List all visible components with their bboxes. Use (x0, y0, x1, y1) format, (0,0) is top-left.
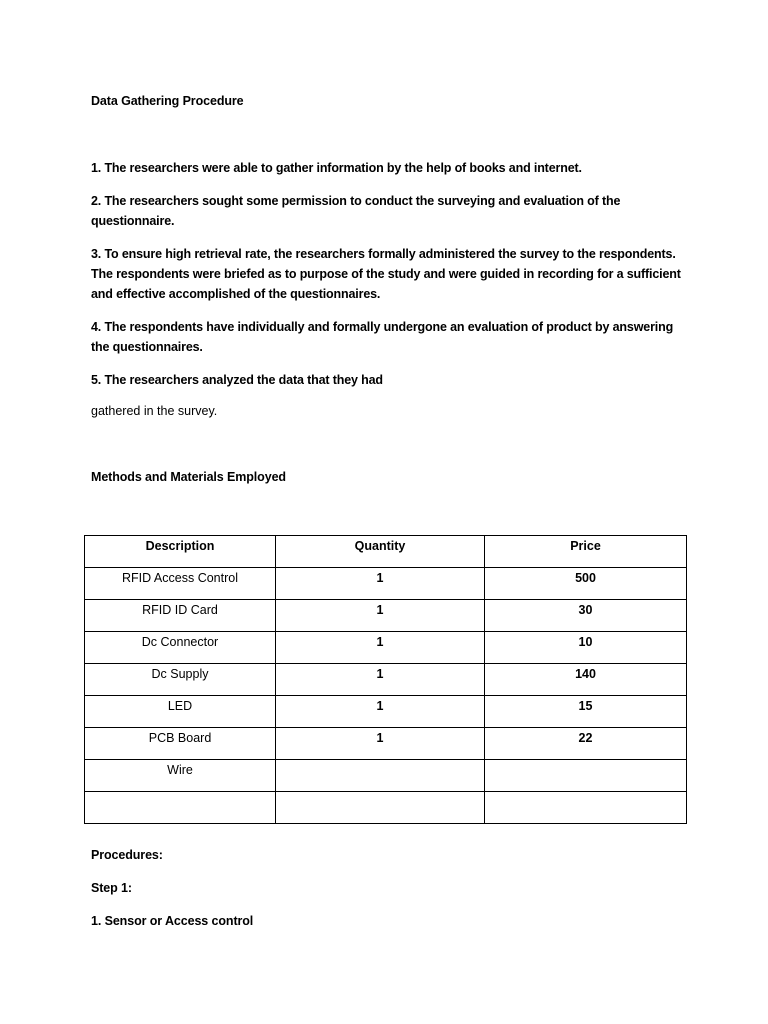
table-row (85, 760, 687, 792)
cell-description: LED (85, 696, 276, 728)
table-row (85, 728, 687, 760)
data-gathering-heading: Data Gathering Procedure (91, 94, 244, 108)
table-row (85, 632, 687, 664)
cell-description: Wire (85, 760, 276, 792)
procedure-item-5: 5. The researchers analyzed the data that they had (91, 373, 383, 387)
cell-quantity (276, 760, 485, 792)
cell-quantity: 1 (276, 696, 485, 728)
cell-quantity (276, 792, 485, 824)
cell-quantity: 1 (276, 568, 485, 600)
cell-description (85, 792, 276, 824)
procedure-item-3: 3. To ensure high retrieval rate, the researchers formally administered the survey to the respondents. The respondents were briefed as to purpose of the study and were guided in recording for a sufficient and effective accomplished of the questionnaires. (91, 247, 681, 301)
procedure-item-2: 2. The researchers sought some permission to conduct the surveying and evaluation of the questionnaire. (91, 194, 621, 228)
step-heading: Step 1: (91, 881, 132, 895)
header-description: Description (85, 536, 276, 568)
cell-description: RFID Access Control (85, 568, 276, 600)
procedure-item-1: 1. The researchers were able to gather information by the help of books and internet. (91, 161, 582, 175)
header-quantity: Quantity (276, 536, 485, 568)
table-row (85, 792, 687, 824)
cell-quantity: 1 (276, 632, 485, 664)
step-item: 1. Sensor or Access control (91, 914, 254, 928)
cell-price: 22 (485, 728, 687, 760)
table-row (85, 568, 687, 600)
procedures-heading: Procedures: (91, 848, 163, 862)
cell-description: Dc Supply (85, 664, 276, 696)
cell-price: 140 (485, 664, 687, 696)
cell-quantity: 1 (276, 664, 485, 696)
cell-price: 10 (485, 632, 687, 664)
cell-price (485, 760, 687, 792)
cell-description: RFID ID Card (85, 600, 276, 632)
cell-description: Dc Connector (85, 632, 276, 664)
cell-price: 15 (485, 696, 687, 728)
table-row (85, 664, 687, 696)
cell-price: 500 (485, 568, 687, 600)
header-price: Price (485, 536, 687, 568)
table-header-row (85, 536, 687, 568)
cell-price (485, 792, 687, 824)
table-row (85, 696, 687, 728)
procedure-item-5-continuation: gathered in the survey. (91, 404, 218, 418)
cell-price: 30 (485, 600, 687, 632)
table-row (85, 600, 687, 632)
procedure-item-4: 4. The respondents have individually and formally undergone an evaluation of product by answering the questionnaires. (91, 320, 674, 354)
cell-quantity: 1 (276, 600, 485, 632)
cell-description: PCB Board (85, 728, 276, 760)
cell-quantity: 1 (276, 728, 485, 760)
methods-heading: Methods and Materials Employed (91, 470, 286, 484)
materials-table (84, 535, 687, 824)
